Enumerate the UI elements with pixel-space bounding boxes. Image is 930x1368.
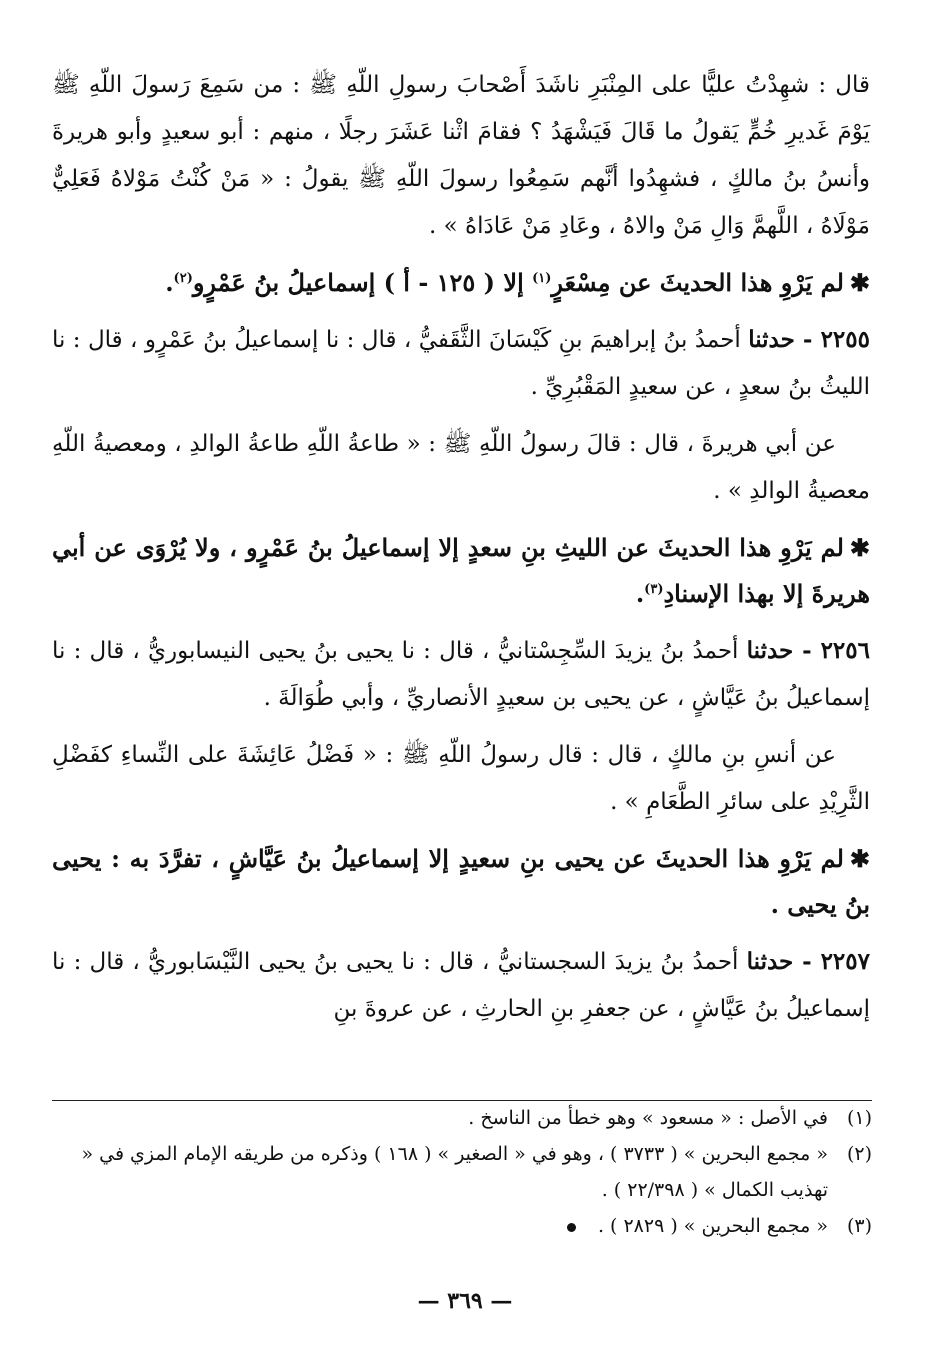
footnote-text-content: « مجمع البحرين » ( ٢٨٢٩ ) . <box>597 1215 828 1237</box>
hadith-intro: - حدثنا <box>748 326 821 353</box>
footnote-text: « مجمع البحرين » ( ٣٧٣٣ ) ، وهو في « الصغير » ( ١٦٨ ) وذكره من طريقه الإمام المزي في « تهذيب الكمال » ( ٢٢/٣٩٨ ) . <box>81 1143 828 1201</box>
commentary-note-2 <box>52 525 870 617</box>
page-number: — ٣٦٩ — <box>417 1288 513 1314</box>
footnote-text <box>48 1208 828 1244</box>
commentary-note-3 <box>52 836 870 928</box>
isnad-text: أحمدُ بنُ يزيدَ السجستانيُّ ، قال : نا يحيى بنُ يحيى النَّيْسَابوريُّ ، قال : نا إسماعيلُ بنُ عَيَّاشٍ ، عن جعفرِ بنِ الحارثِ ، عن عروةَ بنِ <box>52 949 870 1022</box>
asterisk-icon: ✱ <box>849 268 870 297</box>
hadith-intro: - حدثنا <box>746 637 821 664</box>
note-text: إلا ( ١٢٥ - أ ) إسماعيلُ بنُ عَمْرٍو <box>192 268 533 297</box>
footnote-marker: (٣) <box>846 1215 872 1237</box>
note-text: . <box>635 579 645 608</box>
note-text: لم يَرْوِ هذا الحديثَ عن مِسْعَرٍ <box>551 268 844 297</box>
footnote-item <box>48 1100 872 1136</box>
commentary-note-1 <box>52 260 870 306</box>
hadith-number: ٢٢٥٧ <box>820 948 870 975</box>
hadith-intro: - حدثنا <box>746 948 821 975</box>
isnad-text: أحمدُ بنُ يزيدَ السِّجِسْتانيُّ ، قال : نا يحيى بنُ يحيى النيسابوريُّ ، قال : نا إسماعيلُ بنُ عَيَّاشٍ ، عن يحيى بن سعيدٍ الأنصاريِّ ، وأبي طُوَالَةَ . <box>52 638 870 711</box>
hadith-2256-matn: عن أنسِ بنِ مالكٍ ، قال : قال رسولُ اللّهِ ﷺ : « فَضْلُ عَائِشَةَ على النِّساءِ كفَضْلِ الثَّرِيْدِ على سائرِ الطَّعَامِ » . <box>52 742 870 815</box>
asterisk-icon: ✱ <box>849 533 870 562</box>
footnote-item <box>48 1136 872 1208</box>
footnote-text: في الأصل : « مسعود » وهو خطأ من الناسخ . <box>468 1107 828 1129</box>
note-text: لم يَرْوِ هذا الحديثَ عن يحيى بنِ سعيدٍ إلا إسماعيلُ بنُ عَيَّاشٍ ، تفرَّدَ به : يحيى بنُ يحيى . <box>52 844 870 919</box>
footnotes <box>48 1100 872 1244</box>
footnote-marker: (١) <box>846 1107 872 1129</box>
hadith-2257-isnad <box>52 938 870 1033</box>
footnote-marker: (٢) <box>846 1143 872 1165</box>
note-text: لم يَرْوِ هذا الحديثَ عن الليثِ بنِ سعدٍ إلا إسماعيلُ بنُ عَمْرٍو ، ولا يُرْوَى عن أبي هريرةَ إلا بهذا الإسنادِ <box>52 533 870 608</box>
footnote-ref-3[interactable]: (٣) <box>644 582 664 597</box>
end-dot-icon <box>567 1223 576 1232</box>
footnote-ref-2[interactable]: (٢) <box>173 271 193 286</box>
hadith-number: ٢٢٥٦ <box>820 637 870 664</box>
footnote-ref-1[interactable]: (١) <box>532 271 552 286</box>
isnad-text: أحمدُ بنُ إبراهيمَ بنِ كَيْسَانَ الثَّقَفيُّ ، قال : نا إسماعيلُ بنُ عَمْرٍو ، قال : نا الليثُ بنُ سعدٍ ، عن سعيدٍ المَقْبُرِيِّ . <box>52 327 870 400</box>
hadith-2255-matn: عن أبي هريرةَ ، قال : قالَ رسولُ اللّهِ ﷺ : « طاعةُ اللّهِ طاعةُ الوالدِ ، ومعصيةُ اللّهِ معصيةُ الوالدِ » . <box>52 431 870 504</box>
hadith-continuation: قال : شهِدْتُ عليًّا على المِنْبَرِ ناشَدَ أَصْحابَ رسولِ اللّهِ ﷺ : من سَمِعَ رَسولَ اللّهِ ﷺ يَوْمَ غَديرِ خُمٍّ يَقولُ ما قَالَ فَيَشْهَدُ ؟ فقامَ اثْنا عَشَرَ رجلًا ، منهم : أبو سعيدٍ وأبو هريرةَ وأنسُ بنُ مالكٍ ، فشهِدُوا أنَّهم سَمِعُوا رسولَ اللّهِ ﷺ يقولُ : « مَنْ كُنْتُ مَوْلاهُ فَعَلِيٌّ مَوْلَاهُ ، اللَّهمَّ وَالِ مَنْ والاهُ ، وعَادِ مَنْ عَادَاهُ » . <box>52 72 870 239</box>
hadith-number: ٢٢٥٥ <box>820 326 870 353</box>
footnote-item <box>48 1208 872 1244</box>
hadith-2255-isnad <box>52 316 870 411</box>
asterisk-icon: ✱ <box>849 844 870 873</box>
note-text: . <box>165 268 174 297</box>
hadith-2256-isnad <box>52 627 870 722</box>
